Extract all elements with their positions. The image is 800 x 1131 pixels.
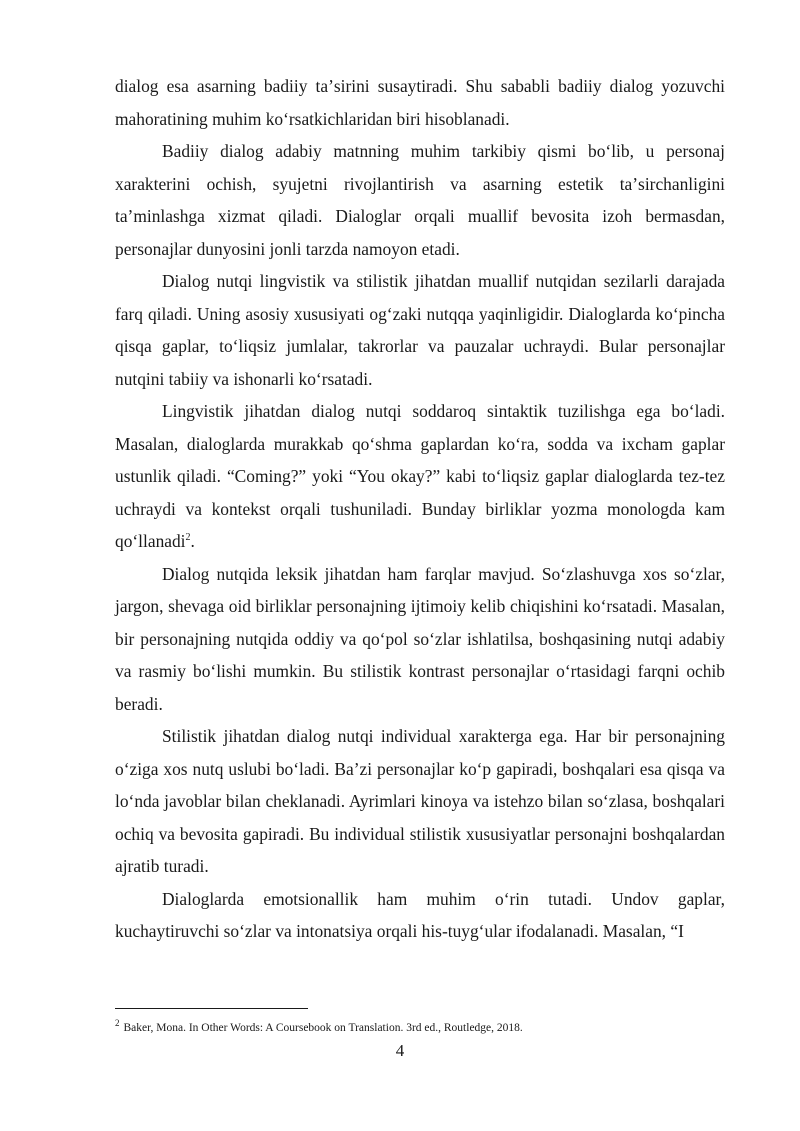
footnote-divider xyxy=(115,1008,308,1009)
paragraph-3: Dialog nutqi lingvistik va stilistik jihatdan muallif nutqidan sezilarli darajada farq qiladi. Uning asosiy xususiyati ogʻzaki nutqqa yaqinligidir. Dialoglarda koʻpincha qisqa gaplar, toʻliqsiz jumlalar, takrorlar va pauzalar uchraydi. Bular personajlar nutqini tabiiy va ishonarli koʻrsatadi. xyxy=(115,271,725,389)
paragraph-7: Dialoglarda emotsionallik ham muhim oʻrin tutadi. Undov gaplar, kuchaytiruvchi soʻzlar va intonatsiya orqali his-tuygʻular ifodalanadi. Masalan, “I xyxy=(115,888,725,941)
body-text xyxy=(115,70,725,948)
footnote xyxy=(115,1020,755,1036)
paragraph-4 xyxy=(115,395,725,558)
paragraph-2: Badiiy dialog adabiy matnning muhim tarkibiy qismi boʻlib, u personaj xarakterini ochish, syujetni rivojlantirish va asarning estetik taʼsirchanligini taʼminlashga xizmat qiladi. Dialoglar orqali muallif bevosita izoh bermasdan, personajlar dunyosini jonli tarzda namoyon etadi. xyxy=(115,141,725,259)
footnote-reference[interactable]: 2 xyxy=(185,532,191,544)
page-number: 4 xyxy=(395,1041,405,1060)
paragraph-5: Dialog nutqida leksik jihatdan ham farqlar mavjud. Soʻzlashuvga xos soʻzlar, jargon, shevaga oid birliklar personajning ijtimoiy kelib chiqishini koʻrsatadi. Masalan, bir personajning nutqida oddiy va qoʻpol soʻzlar ishlatilsa, boshqasining nutqi adabiy va rasmiy boʻlishi mumkin. Bu stilistik kontrast personajlar oʻrtasidagi farqni ochib beradi. xyxy=(115,563,725,714)
footnote-number: 2 xyxy=(115,1018,120,1029)
paragraph-6: Stilistik jihatdan dialog nutqi individual xarakterga ega. Har bir personajning oʻziga xos nutq uslubi boʻladi. Baʼzi personajlar koʻp gapiradi, boshqalari esa qisqa va loʻnda javoblar bilan cheklanadi. Ayrimlari kinoya va istehzo bilan soʻzlasa, boshqalari ochiq va bevosita gapiradi. Bu individual stilistik xususiyatlar personajni boshqalardan ajratib turadi. xyxy=(115,726,725,876)
paragraph-1: dialog esa asarning badiiy taʼsirini susaytiradi. Shu sababli badiiy dialog yozuvchi mahoratining muhim koʻrsatkichlaridan biri hisoblanadi. xyxy=(115,76,725,129)
footnote-text: Baker, Mona. In Other Words: A Coursebook on Translation. 3rd ed., Routledge, 2018. xyxy=(123,1022,523,1034)
paragraph-4-end: . xyxy=(190,531,195,551)
paragraph-4-text: Lingvistik jihatdan dialog nutqi soddaroq sintaktik tuzilishga ega boʻladi. Masalan, dialoglarda murakkab qoʻshma gaplardan koʻra, sodda va ixcham gaplar ustunlik qiladi. “Coming?” yoki “You okay?” kabi toʻliqsiz gaplar dialoglarda tez-tez uchraydi va kontekst orqali tushuniladi. Bunday birliklar yozma monologda kam qoʻllanadi xyxy=(115,401,725,551)
